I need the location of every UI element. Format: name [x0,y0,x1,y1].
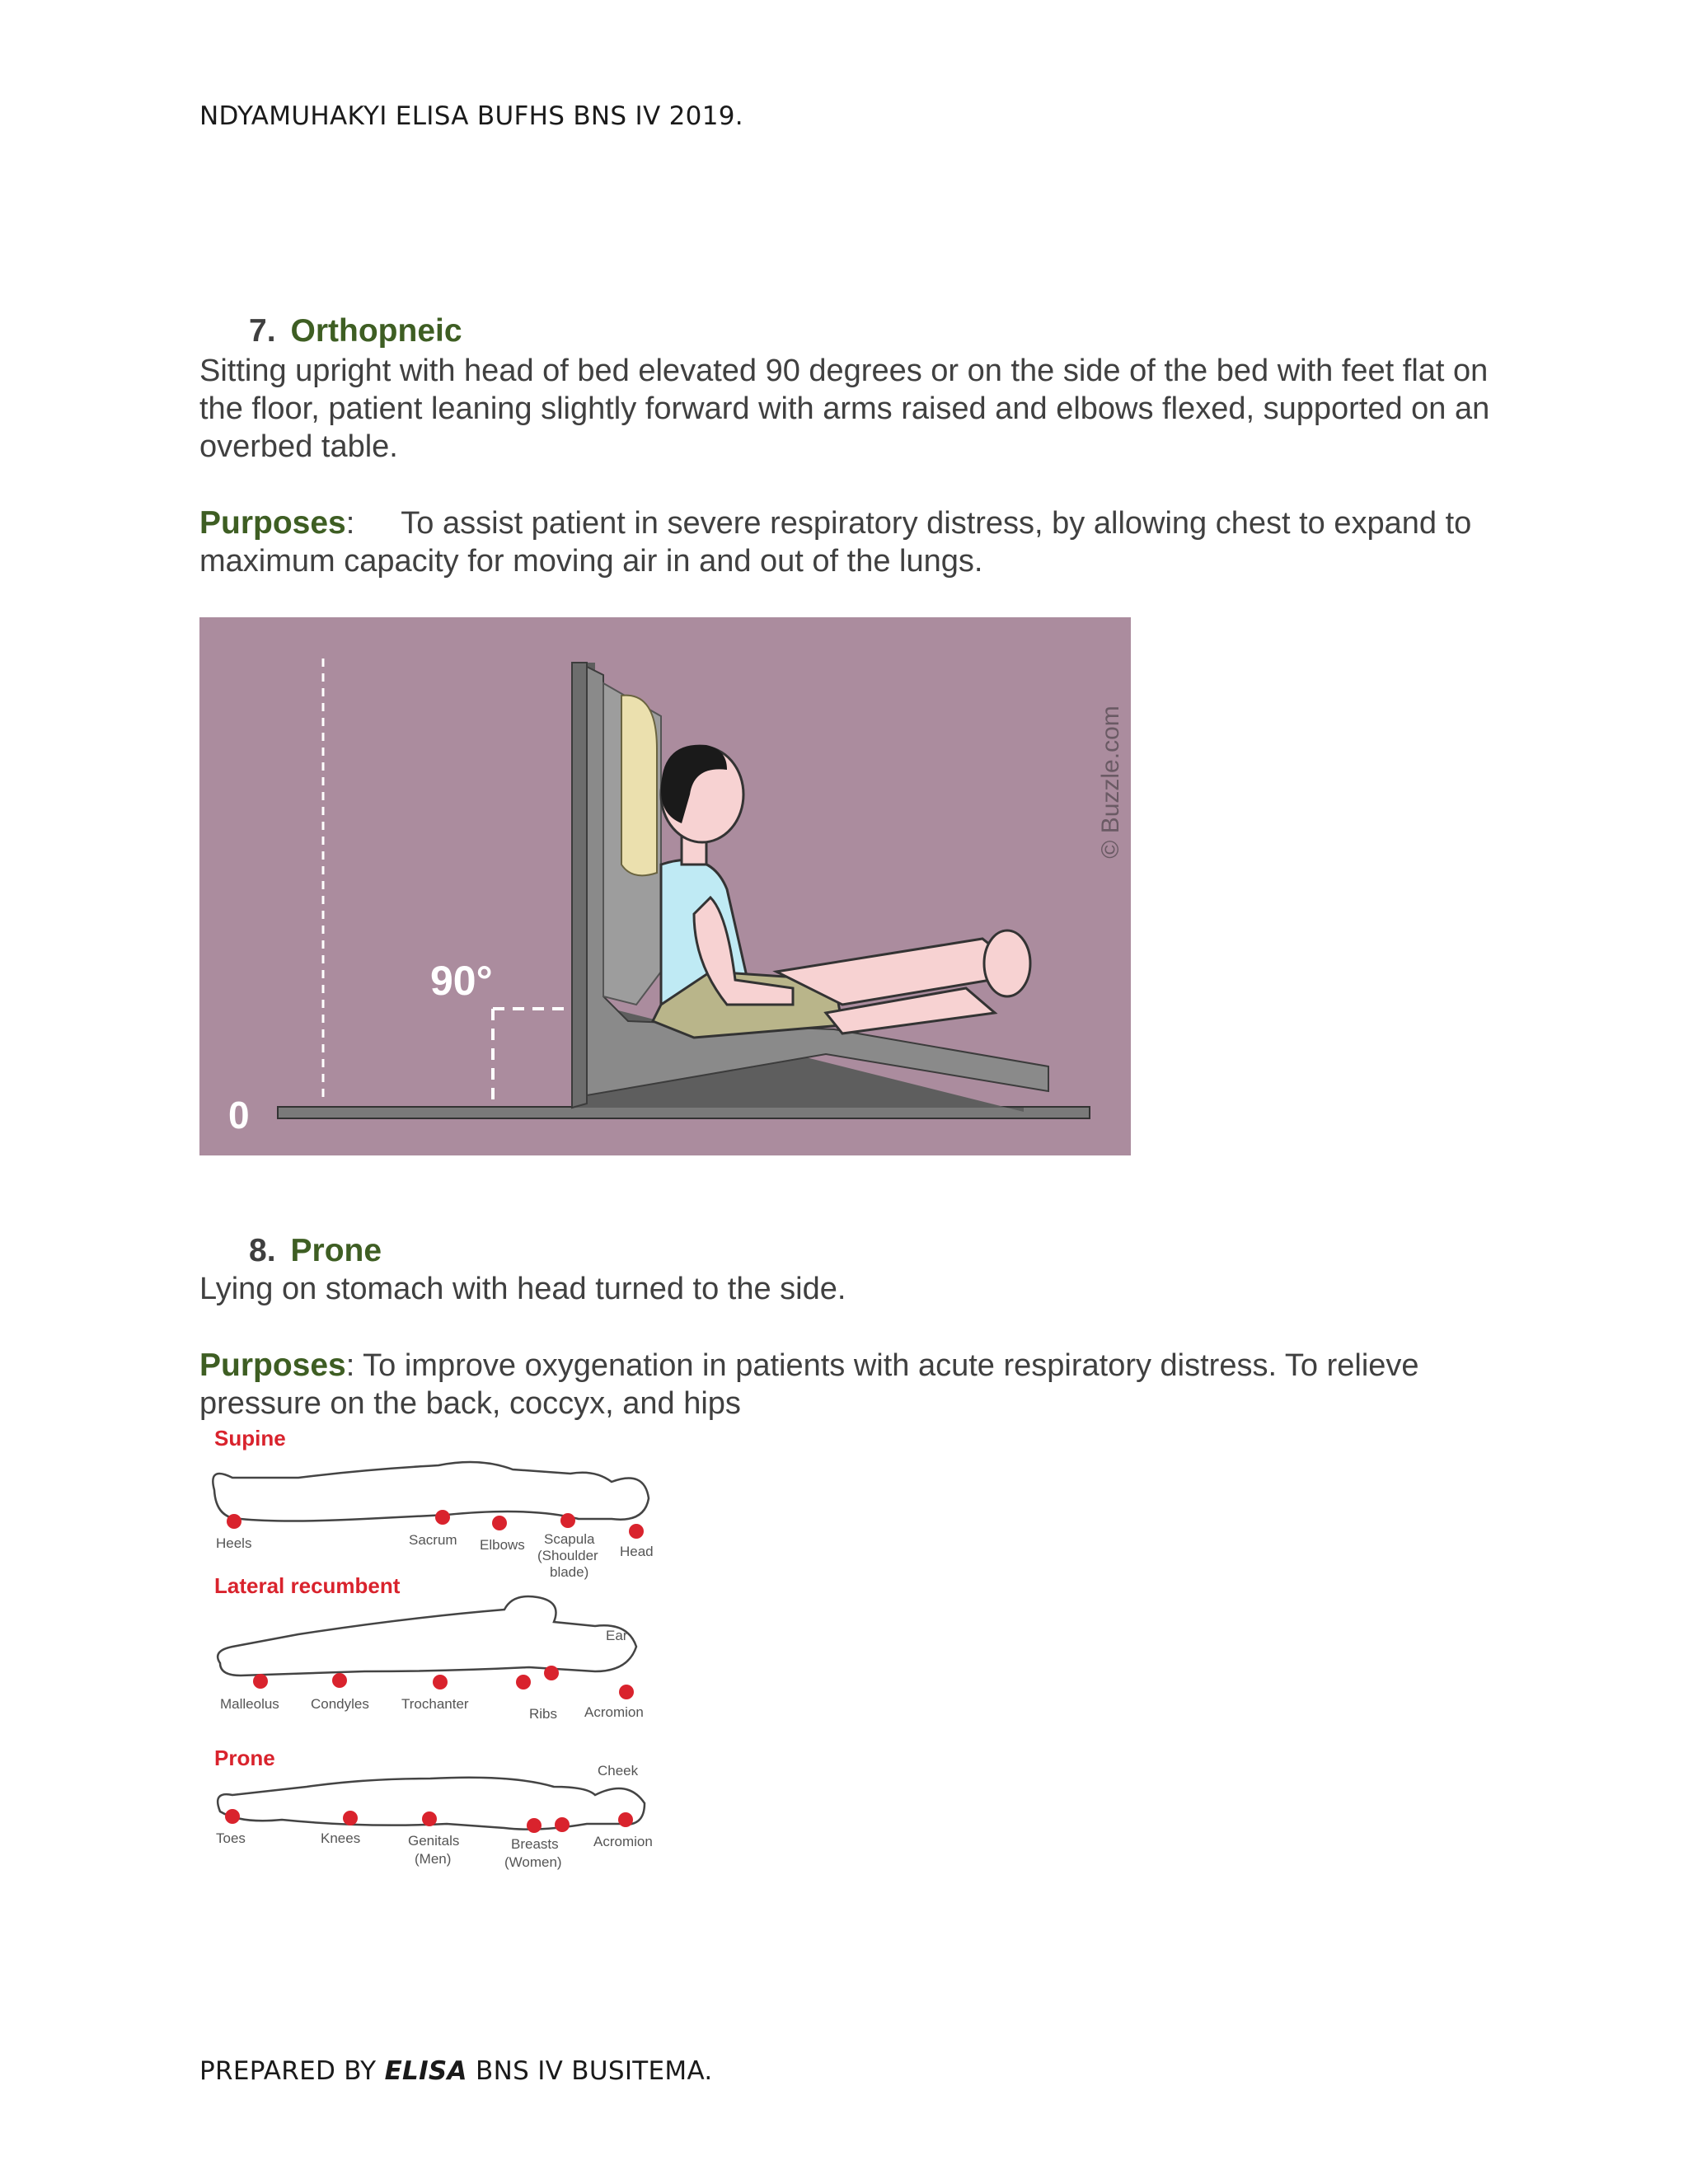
section-description: Sitting upright with head of bed elevated 90 degrees or on the side of the bed with feet flat on the floor, patient leaning slightly forward with arms raised and elbows flexed, supported on an overbed table. [199,354,1490,464]
label-blade: blade) [550,1564,589,1580]
pressure-point-breasts-right [555,1817,570,1832]
pressure-point-trochanter [433,1675,448,1690]
pressure-point-ribs [516,1675,531,1690]
pressure-point-scapula [560,1513,575,1528]
pressure-point-condyles [332,1673,347,1688]
label-trochanter: Trochanter [401,1696,469,1712]
bed-backrest [572,663,587,1108]
pressure-point-malleolus [253,1674,268,1689]
label-cheek: Cheek [598,1763,639,1779]
label-scapula: Scapula [544,1531,595,1547]
label-knees: Knees [321,1830,361,1846]
purposes-label: Purposes [199,505,346,541]
pressure-point-toes [225,1809,240,1824]
label-breasts: Breasts [511,1836,559,1852]
pressure-point-heels [227,1514,241,1529]
label-heels: Heels [216,1535,252,1551]
lateral-body-outline [218,1596,636,1675]
section-heading-prone [249,1233,382,1269]
purposes-label: Purposes [199,1347,346,1383]
section-description: Lying on stomach with head turned to the side. [199,1272,846,1306]
section-title: Prone [290,1233,382,1268]
angle-label: 90° [430,958,493,1004]
pressure-point-breasts-left [527,1818,542,1833]
pillow [621,696,657,876]
orthopneic-position-illustration [199,617,1131,1155]
pressure-point-elbows [492,1516,507,1530]
footer-suffix: BNS IV BUSITEMA. [467,2056,713,2086]
label-head: Head [620,1544,654,1559]
label-shoulder: (Shoulder [537,1548,598,1563]
label-genitals: Genitals [408,1833,460,1849]
label-acromion: Acromion [593,1834,653,1849]
watermark-text: © Buzzle.com [1097,705,1124,859]
label-sacrum: Sacrum [409,1532,457,1548]
label-ribs: Ribs [529,1706,558,1722]
pressure-point-knees [343,1811,358,1825]
position-title-lateral-recumbent: Lateral recumbent [214,1573,401,1598]
pressure-point-sacrum [435,1510,450,1525]
pressure-point-head [629,1524,644,1539]
section-number: 7. [249,313,276,349]
purposes-paragraph [199,1347,1518,1422]
pressure-points-illustration [199,1424,678,1886]
purposes-colon: : [345,506,355,541]
label-malleolus: Malleolus [220,1696,279,1712]
label-men: (Men) [415,1851,452,1867]
footer-name: ELISA [384,2056,467,2086]
label-condyles: Condyles [311,1696,369,1712]
section-number: 8. [249,1233,276,1268]
position-title-prone: Prone [214,1746,275,1770]
pressure-point-genitals [422,1811,437,1826]
label-toes: Toes [216,1830,246,1846]
page-header: NDYAMUHAKYI ELISA BUFHS BNS IV 2019. [199,101,743,131]
section-title: Orthopneic [290,313,462,349]
position-title-supine: Supine [214,1426,286,1451]
label-women: (Women) [504,1854,562,1870]
label-ear: Ear [606,1628,628,1643]
footer-prefix: PREPARED BY [199,2056,385,2086]
pressure-point-acromion [619,1685,634,1699]
floor-line [278,1107,1090,1118]
purposes-text: : To improve oxygenation in patients with acute respiratory distress. To relieve pressure on the back, coccyx, and hips [199,1348,1419,1421]
purposes-text: To assist patient in severe respiratory distress, by allowing chest to expand to maximum capacity for moving air in and out of the lungs. [199,506,1472,579]
pressure-point-ear [544,1666,559,1680]
label-elbows: Elbows [480,1537,525,1553]
section-heading-orthopneic [249,313,462,349]
pressure-point-acromion [618,1812,633,1827]
supine-body-outline [213,1462,649,1521]
label-acromion: Acromion [584,1704,644,1720]
purposes-paragraph [199,504,1518,580]
page-footer [199,2056,713,2086]
zero-label: 0 [228,1094,250,1137]
